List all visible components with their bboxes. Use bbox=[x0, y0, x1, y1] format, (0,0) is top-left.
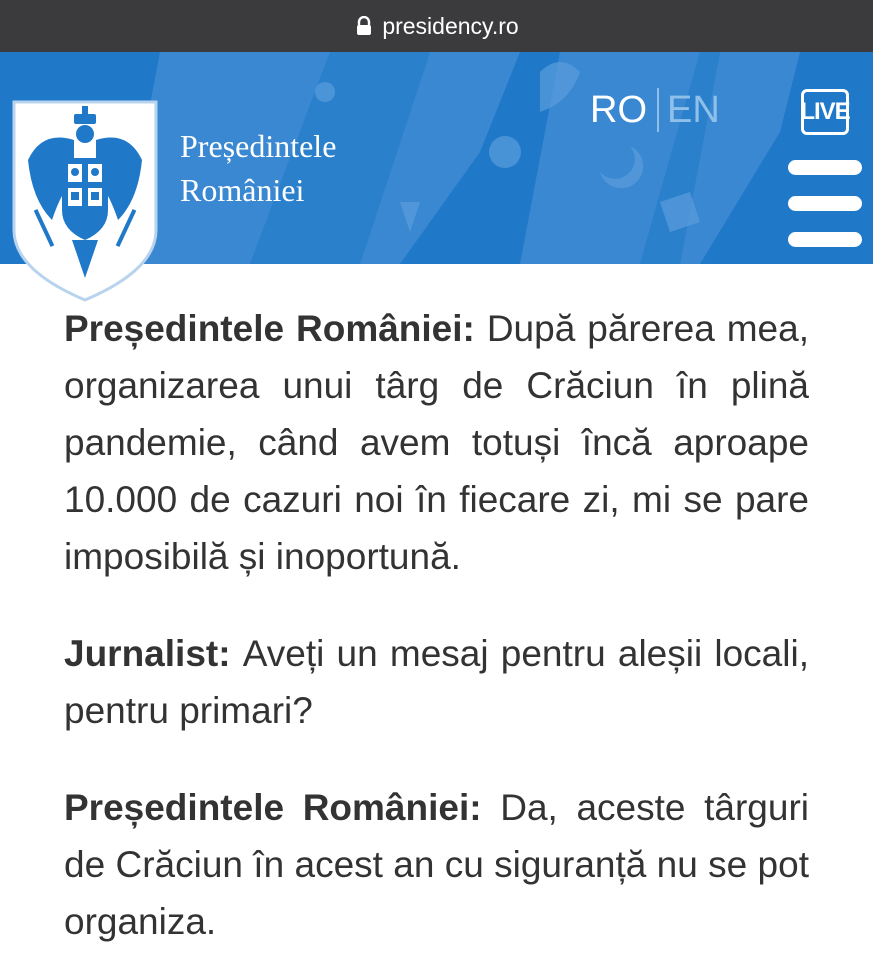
speaker-label: Președintele României: bbox=[64, 308, 487, 349]
url-text: presidency.ro bbox=[382, 12, 519, 39]
lang-ro-link[interactable]: RO bbox=[590, 88, 647, 131]
language-switcher bbox=[590, 88, 720, 132]
speaker-label: Jurnalist: bbox=[64, 633, 243, 674]
brand-line-1: Președintele bbox=[180, 128, 337, 164]
hamburger-menu-icon[interactable] bbox=[788, 160, 862, 248]
brand-line-2: României bbox=[180, 172, 305, 208]
paragraph-text: Aveți un mesaj pentru aleșii locali, pentru primari? bbox=[64, 633, 809, 731]
lang-divider bbox=[657, 88, 659, 132]
paragraph-text: După părerea mea, organizarea unui târg de Crăciun în plină pandemie, când avem totuși încă aproape 10.000 de cazuri noi în fiecare zi, mi se pare imposibilă și inoportună. bbox=[64, 308, 809, 577]
live-button[interactable]: LIVE bbox=[801, 89, 849, 135]
paragraph-text: Da, aceste târguri de Crăciun în acest an cu siguranță nu se pot organiza. bbox=[64, 787, 809, 942]
lang-en-link[interactable]: EN bbox=[667, 88, 720, 131]
site-brand[interactable] bbox=[180, 124, 336, 212]
speaker-label: Președintele României: bbox=[64, 787, 501, 828]
coat-of-arms-logo[interactable] bbox=[12, 100, 158, 302]
article-content bbox=[64, 300, 809, 950]
transcript-paragraph bbox=[64, 625, 809, 739]
transcript-paragraph bbox=[64, 300, 809, 585]
transcript-paragraph bbox=[64, 779, 809, 950]
lock-icon bbox=[354, 16, 374, 36]
address-bar[interactable] bbox=[0, 0, 873, 52]
